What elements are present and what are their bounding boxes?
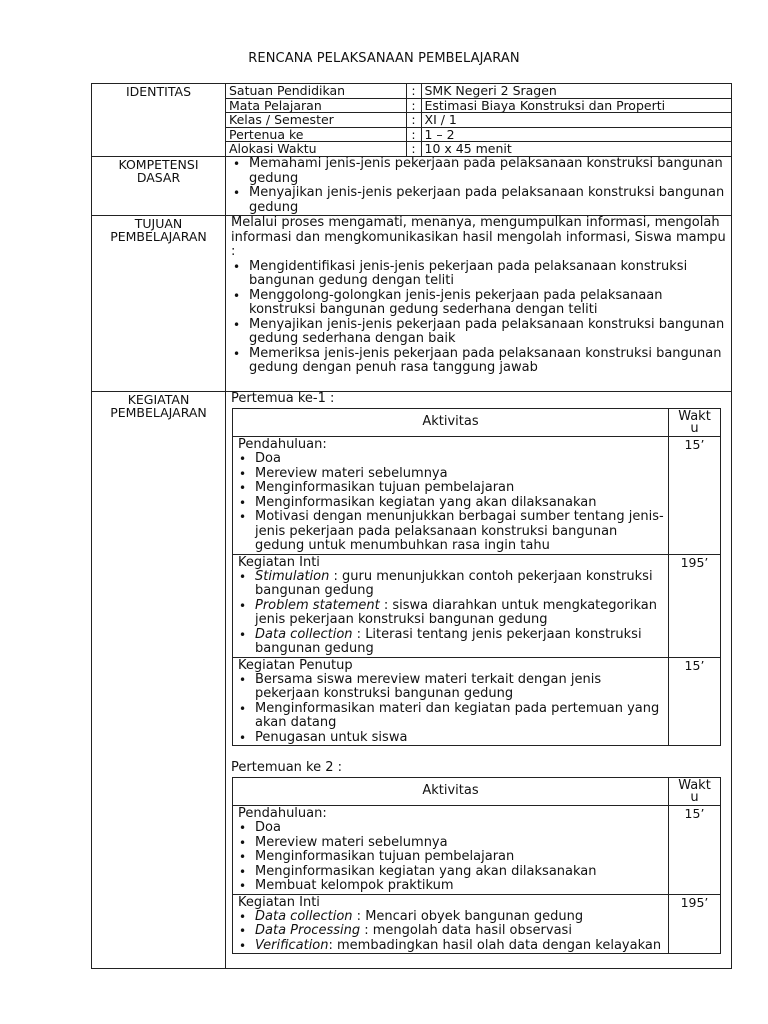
list-item: • Menyajikan jenis-jenis pekerjaan pada pelaksanaan konstruksi bangunan gedung sederhana dengan baik [231, 318, 727, 347]
identitas-entry: Mata Pelajaran : Estimasi Biaya Konstruksi dan Properti [226, 98, 731, 113]
list-item: • Menggolong-golongkan jenis-jenis pekerjaan pada pelaksanaan konstruksi bangunan gedung sederhana dengan teliti [231, 289, 727, 318]
identitas-row [92, 84, 732, 157]
list-item: • Verification: membadingkan hasil olah data dengan kelayakan [238, 939, 665, 954]
meeting2-activity-table [232, 777, 721, 954]
list-item: • Bersama siswa mereview materi terkait dengan jenis pekerjaan konstruksi bangunan gedung [238, 673, 665, 702]
waktu-cell: 195’ [669, 894, 721, 954]
list-item: • Stimulation : guru menunjukkan contoh pekerjaan konstruksi bangunan gedung [238, 570, 665, 599]
meeting1-activity-table [232, 408, 721, 746]
kegiatan-row [92, 392, 732, 969]
list-item: • Doa [238, 452, 665, 467]
list-item: • Doa [238, 821, 665, 836]
aktivitas-header: Aktivitas [233, 409, 669, 437]
list-item: • Menginformasikan kegiatan yang akan dilaksanakan [238, 496, 665, 511]
waktu-cell: 15’ [669, 657, 721, 746]
list-item: • Menginformasikan kegiatan yang akan dilaksanakan [238, 865, 665, 880]
identitas-table [226, 84, 731, 156]
identitas-entry: Satuan Pendidikan : SMK Negeri 2 Sragen [226, 84, 731, 98]
document-title: RENCANA PELAKSANAAN PEMBELAJARAN [248, 51, 520, 66]
meeting2-title: Pertemuan ke 2 : [231, 760, 343, 775]
activity-row [233, 657, 721, 746]
list-item: • Menginformasikan materi dan kegiatan pada pertemuan yang akan datang [238, 702, 665, 731]
list-item: • Data Processing : mengolah data hasil observasi [238, 924, 665, 939]
list-item: • Mereview materi sebelumnya [238, 836, 665, 851]
kompetensi-content [226, 157, 732, 216]
tujuan-label: TUJUAN PEMBELAJARAN [92, 216, 226, 392]
list-item: • Menginformasikan tujuan pembelajaran [238, 481, 665, 496]
tujuan-content [226, 216, 732, 392]
rpp-table [91, 83, 732, 969]
list-item: • Mereview materi sebelumnya [238, 467, 665, 482]
pendahuluan-cell: Pendahuluan: • Doa • Mereview materi sebelumnya • Menginformasikan tujuan pembelajaran • Menginformasikan kegiatan yang akan dilaksanakan • Motivasi dengan menunjukkan berbagai sumber tentang jenis-jenis pekerjaan pada pelaksanaan konstruksi bangunan gedung untuk menumbuhkan rasa ingin tahu [233, 437, 669, 555]
list-item: • Data collection : Literasi tentang jenis pekerjaan konstruksi bangunan gedung [238, 628, 665, 657]
waktu-cell: 15’ [669, 437, 721, 555]
pendahuluan-cell: Pendahuluan: • Doa • Mereview materi sebelumnya • Menginformasikan tujuan pembelajaran • Menginformasikan kegiatan yang akan dilaksanakan • Membuat kelompok praktikum [233, 806, 669, 895]
activity-header-row [233, 778, 721, 806]
list-item: • Data collection : Mencari obyek bangunan gedung [238, 910, 665, 925]
list-item: • Penugasan untuk siswa [238, 731, 665, 746]
list-item: • Problem statement : siswa diarahkan untuk mengkategorikan jenis pekerjaan konstruksi bangunan gedung [238, 599, 665, 628]
list-item: • Mengidentifikasi jenis-jenis pekerjaan pada pelaksanaan konstruksi bangunan gedung dengan teliti [231, 260, 727, 289]
identitas-entry: Pertenua ke : 1 – 2 [226, 127, 731, 142]
list-item: • Motivasi dengan menunjukkan berbagai sumber tentang jenis-jenis pekerjaan pada pelaksanaan konstruksi bangunan gedung untuk menumbuhkan rasa ingin tahu [238, 510, 665, 554]
identitas-label: IDENTITAS [92, 84, 226, 157]
tujuan-row [92, 216, 732, 392]
aktivitas-header: Aktivitas [233, 778, 669, 806]
kegiatan-content [226, 392, 732, 969]
kegiatan-label: KEGIATAN PEMBELAJARAN [92, 392, 226, 969]
activity-row [233, 554, 721, 657]
list-item: • Memahami jenis-jenis pekerjaan pada pelaksanaan konstruksi bangunan gedung [231, 157, 727, 186]
activity-row [233, 806, 721, 895]
penutup-cell: Kegiatan Penutup • Bersama siswa mereview materi terkait dengan jenis pekerjaan konstruksi bangunan gedung • Menginformasikan materi dan kegiatan pada pertemuan yang akan datang • Penugasan untuk siswa [233, 657, 669, 746]
inti-cell: Kegiatan Inti • Data collection : Mencari obyek bangunan gedung • Data Processing : mengolah data hasil observasi • Verification: membadingkan hasil olah data dengan kelayakan [233, 894, 669, 954]
activity-row [233, 437, 721, 555]
activity-header-row [233, 409, 721, 437]
list-item: • Menyajikan jenis-jenis pekerjaan pada pelaksanaan konstruksi bangunan gedung [231, 186, 727, 215]
waktu-cell: 15’ [669, 806, 721, 895]
list-item: • Memeriksa jenis-jenis pekerjaan pada pelaksanaan konstruksi bangunan gedung dengan penuh rasa tanggung jawab [231, 347, 727, 376]
waktu-cell: 195’ [669, 554, 721, 657]
list-item: • Menginformasikan tujuan pembelajaran [238, 850, 665, 865]
list-item: • Membuat kelompok praktikum [238, 879, 665, 894]
identitas-entry: Kelas / Semester : XI / 1 [226, 113, 731, 128]
identitas-content [226, 84, 732, 157]
kompetensi-label: KOMPETENSI DASAR [92, 157, 226, 216]
activity-row [233, 894, 721, 954]
meeting1-title: Pertemua ke-1 : [231, 391, 335, 406]
inti-cell: Kegiatan Inti • Stimulation : guru menunjukkan contoh pekerjaan konstruksi bangunan gedung • Problem statement : siswa diarahkan untuk mengkategorikan jenis pekerjaan konstruksi bangunan gedung • Data collection : Literasi tentang jenis pekerjaan konstruksi bangunan gedung [233, 554, 669, 657]
waktu-header: Wakt u [669, 778, 721, 806]
identitas-entry: Alokasi Waktu : 10 x 45 menit [229, 141, 512, 157]
waktu-header: Wakt u [669, 409, 721, 437]
tujuan-intro: Melalui proses mengamati, menanya, mengumpulkan informasi, mengolah informasi dan mengkomunikasikan hasil mengolah informasi, Siswa mampu : [231, 215, 726, 259]
kompetensi-row [92, 157, 732, 216]
